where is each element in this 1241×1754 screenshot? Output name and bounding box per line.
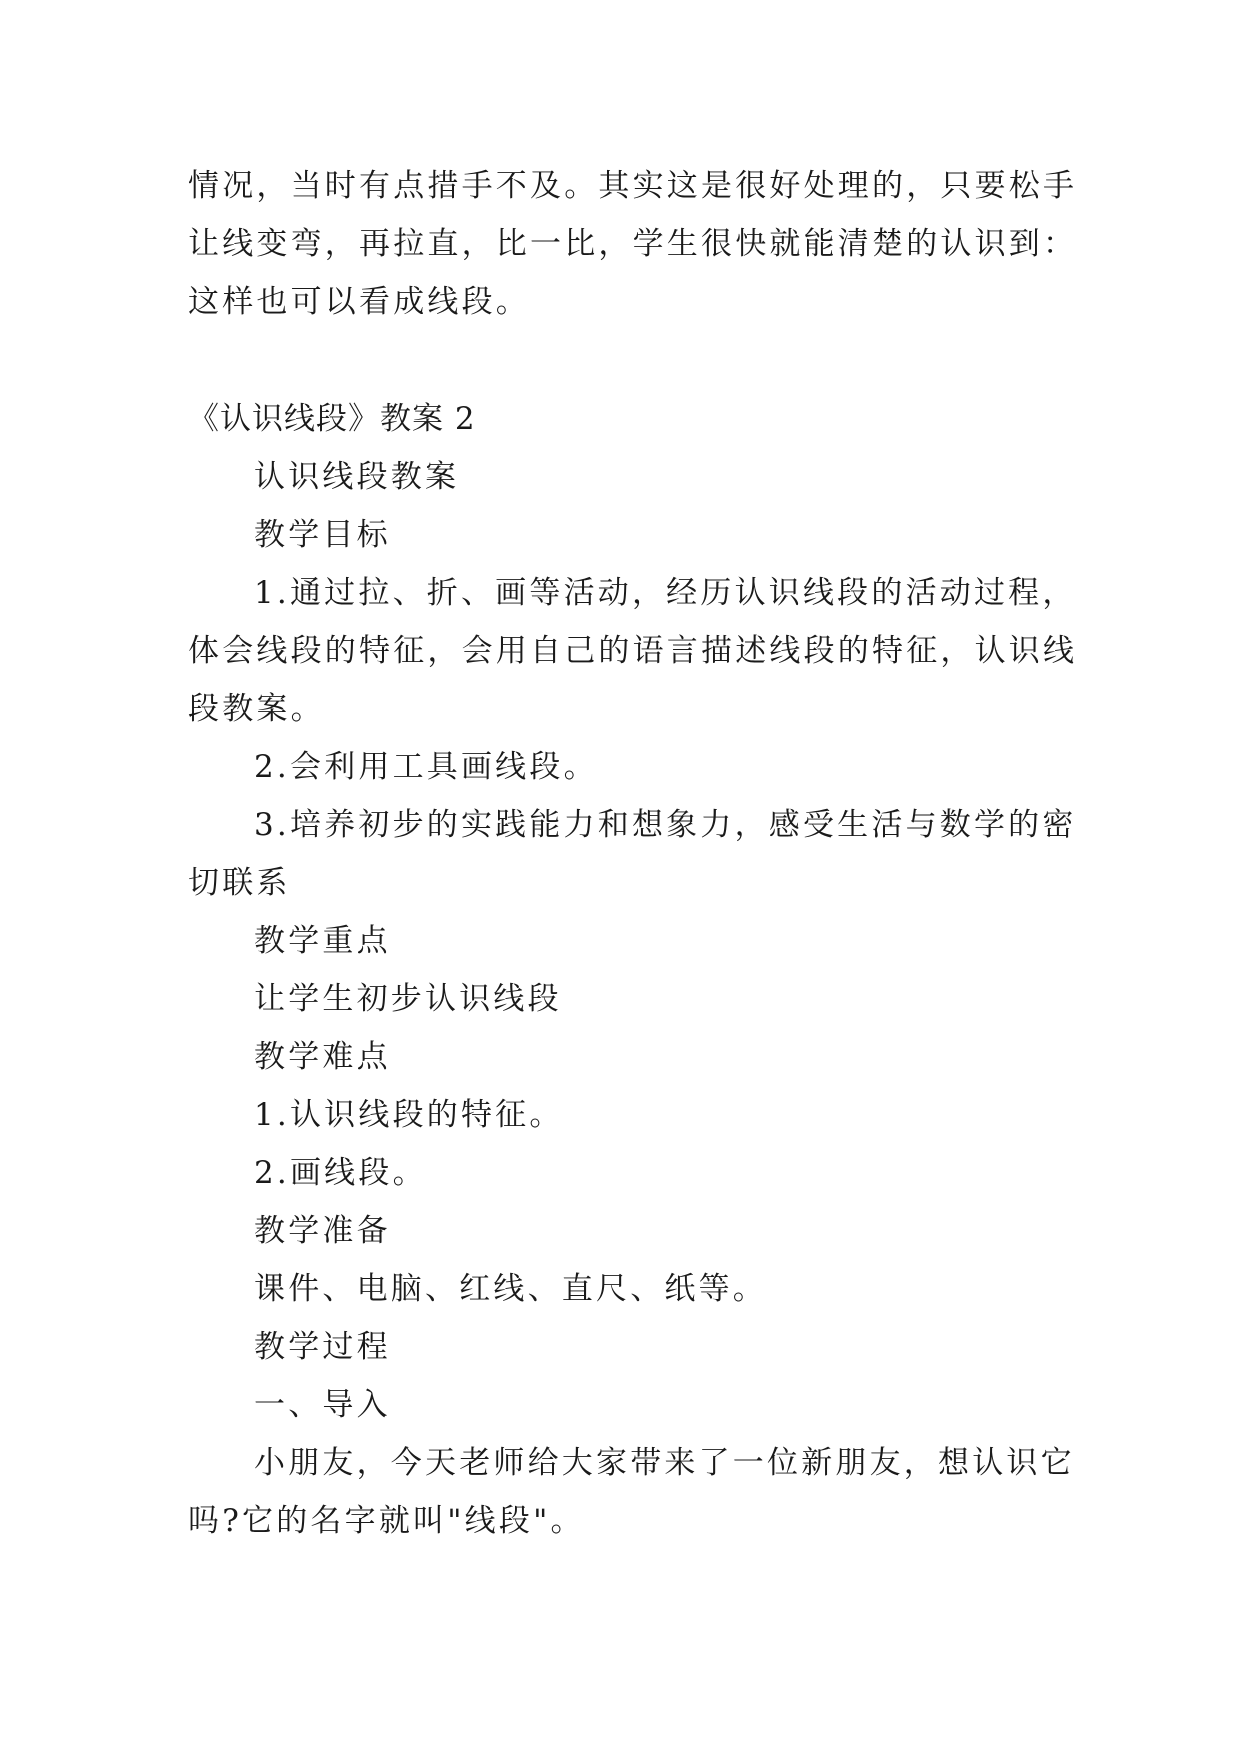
heading-process: 教学过程 — [254, 1329, 391, 1365]
heading-objectives: 教学目标 — [254, 517, 391, 553]
objective-line: 体会线段的特征，会用自己的语言描述线段的特征，认识线 — [188, 633, 1078, 669]
paragraph-line: 让线变弯，再拉直，比一比，学生很快就能清楚的认识到： — [188, 226, 1078, 262]
process-step: 一、导入 — [254, 1387, 391, 1423]
objective-line: 1.通过拉、折、画等活动，经历认识线段的活动过程， — [254, 575, 1077, 611]
heading-preparation: 教学准备 — [254, 1213, 391, 1249]
document-subtitle: 认识线段教案 — [254, 459, 460, 495]
section-title: 《认识线段》教案 2 — [188, 401, 476, 437]
objective-line: 段教案。 — [188, 691, 325, 727]
paragraph-line: 这样也可以看成线段。 — [188, 284, 530, 320]
preparation-text: 课件、电脑、红线、直尺、纸等。 — [254, 1271, 767, 1307]
difficulty-line: 2.画线段。 — [254, 1155, 427, 1191]
heading-key-points: 教学重点 — [254, 923, 391, 959]
objective-line: 切联系 — [188, 865, 291, 901]
intro-paragraph-line: 小朋友，今天老师给大家带来了一位新朋友，想认识它 — [254, 1445, 1075, 1481]
intro-paragraph-line: 吗?它的名字就叫"线段"。 — [188, 1503, 585, 1539]
key-points-text: 让学生初步认识线段 — [254, 981, 562, 1017]
paragraph-line: 情况，当时有点措手不及。其实这是很好处理的，只要松手 — [188, 168, 1078, 204]
difficulty-line: 1.认识线段的特征。 — [254, 1097, 564, 1133]
objective-line: 3.培养初步的实践能力和想象力，感受生活与数学的密 — [254, 807, 1077, 843]
objective-line: 2.会利用工具画线段。 — [254, 749, 598, 785]
heading-difficulties: 教学难点 — [254, 1039, 391, 1075]
